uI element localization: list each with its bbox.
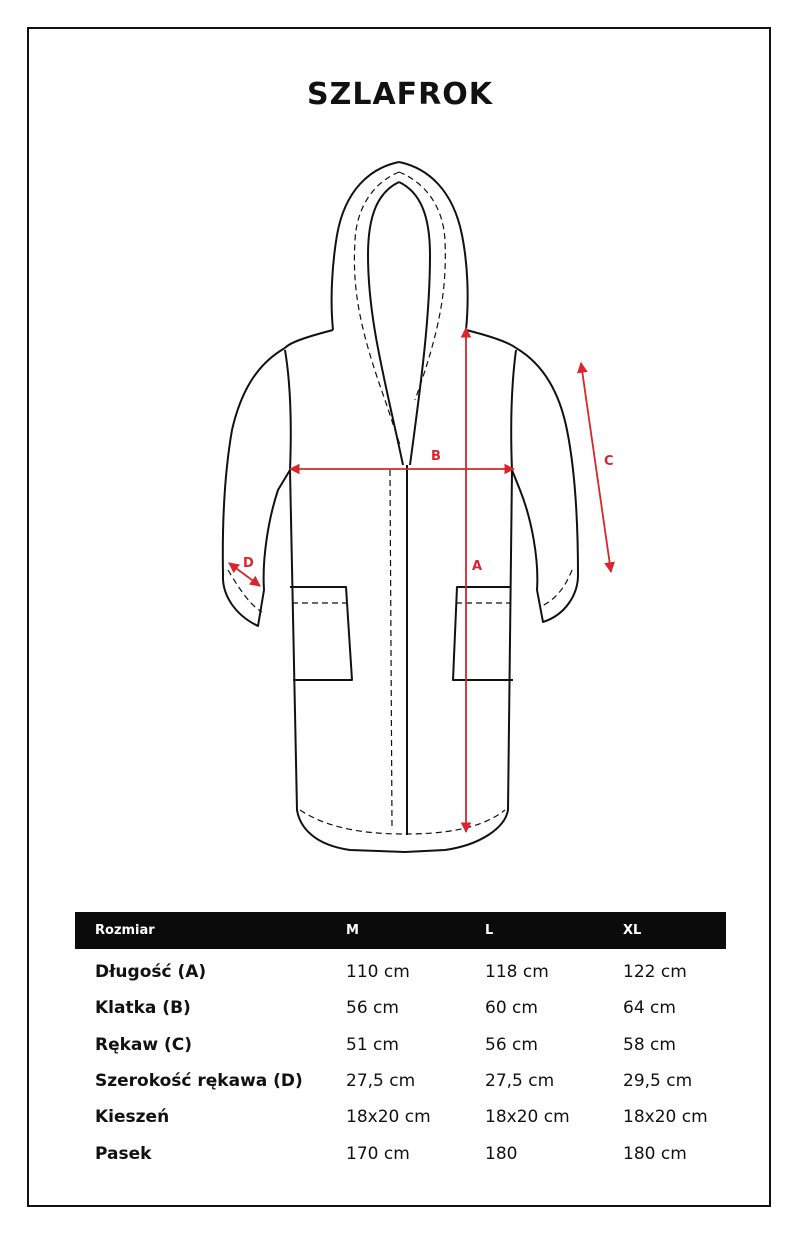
table-row bbox=[0, 1107, 800, 1133]
row-label: Pasek bbox=[95, 1144, 152, 1164]
measure-lines bbox=[229, 328, 611, 832]
cell-m: 56 cm bbox=[346, 998, 399, 1018]
robe-stitching bbox=[228, 172, 572, 834]
measure-a-label: A bbox=[472, 559, 483, 574]
table-row bbox=[0, 1035, 800, 1061]
cell-l: 56 cm bbox=[485, 1035, 538, 1055]
row-label: Szerokość rękawa (D) bbox=[95, 1071, 303, 1091]
table-row bbox=[0, 1071, 800, 1097]
header-m: M bbox=[346, 923, 359, 938]
row-label: Długość (A) bbox=[95, 962, 207, 982]
cell-m: 170 cm bbox=[346, 1144, 410, 1164]
measure-d-label: D bbox=[243, 556, 254, 571]
cell-xl: 180 cm bbox=[623, 1144, 687, 1164]
cell-xl: 122 cm bbox=[623, 962, 687, 982]
cell-l: 180 bbox=[485, 1144, 518, 1164]
cell-xl: 18x20 cm bbox=[623, 1107, 708, 1127]
cell-xl: 64 cm bbox=[623, 998, 676, 1018]
cell-m: 27,5 cm bbox=[346, 1071, 416, 1091]
measure-c-label: C bbox=[604, 454, 614, 469]
cell-m: 51 cm bbox=[346, 1035, 399, 1055]
cell-m: 18x20 cm bbox=[346, 1107, 431, 1127]
cell-xl: 29,5 cm bbox=[623, 1071, 693, 1091]
table-row bbox=[0, 998, 800, 1024]
cell-m: 110 cm bbox=[346, 962, 410, 982]
header-l: L bbox=[485, 923, 494, 938]
cell-l: 118 cm bbox=[485, 962, 549, 982]
header-xl: XL bbox=[623, 923, 642, 938]
row-label: Klatka (B) bbox=[95, 998, 191, 1018]
table-row bbox=[0, 962, 800, 988]
table-row bbox=[0, 1144, 800, 1170]
header-size: Rozmiar bbox=[95, 923, 155, 938]
cell-xl: 58 cm bbox=[623, 1035, 676, 1055]
page-title: SZLAFROK bbox=[306, 77, 494, 112]
measure-b-label: B bbox=[431, 449, 441, 464]
size-table-header bbox=[75, 912, 726, 949]
cell-l: 60 cm bbox=[485, 998, 538, 1018]
cell-l: 18x20 cm bbox=[485, 1107, 570, 1127]
row-label: Rękaw (C) bbox=[95, 1035, 193, 1055]
robe-outline bbox=[223, 162, 578, 852]
cell-l: 27,5 cm bbox=[485, 1071, 555, 1091]
row-label: Kieszeń bbox=[95, 1107, 170, 1127]
